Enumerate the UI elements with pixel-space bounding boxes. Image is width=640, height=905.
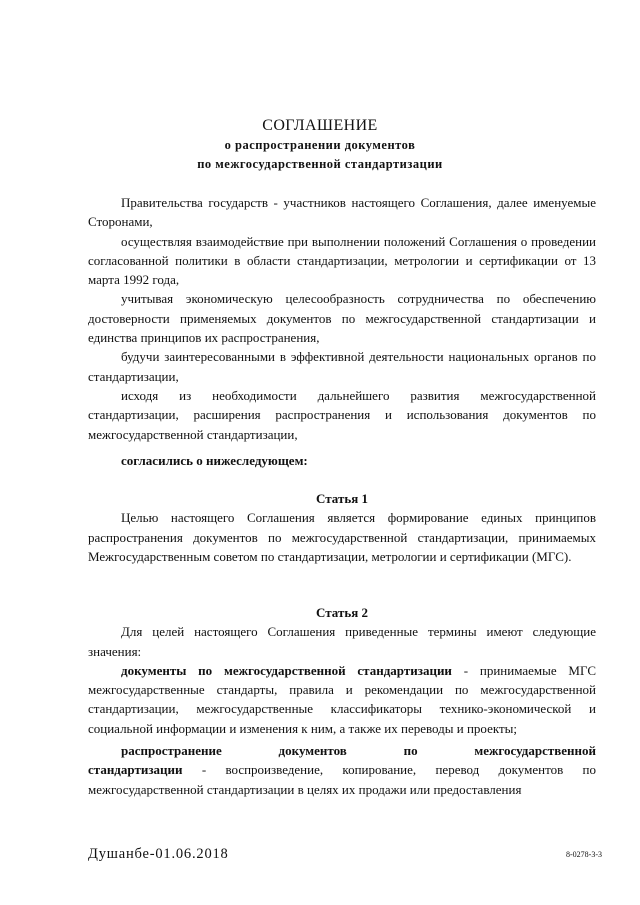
footer-document-code: 8-0278-3-3 bbox=[566, 850, 602, 859]
article-1-text: Целью настоящего Соглашения является формирование единых принципов распространения документов по межгосударственной стандартизации, принимаемых Межгосударственным советом по стандартизации, метрологии и сертификации (МГС). bbox=[88, 510, 596, 564]
preamble bbox=[88, 193, 596, 470]
term-documents: документы по межгосударственной стандартизации bbox=[121, 662, 452, 678]
term-documents-definition: - принимаемые МГС межгосударственные стандарты, правила и рекомендации по межгосударственной стандартизации, межгосударственные классификаторы технико-экономической и социальной информации и изменения к ним, а также их переводы и проекты; bbox=[88, 662, 597, 736]
article-1 bbox=[88, 489, 596, 566]
article-2 bbox=[88, 603, 596, 799]
preamble-paragraph-5: исходя из необходимости дальнейшего развития межгосударственной стандартизации, расширения распространения и использования документов по межгосударственной стандартизации, bbox=[88, 387, 596, 442]
agreed-statement: согласились о нижеследующем: bbox=[121, 452, 308, 468]
article-2-term-2-paragraph bbox=[88, 760, 596, 799]
article-2-heading: Статья 2 bbox=[316, 605, 368, 620]
preamble-paragraph-1: Правительства государств - участников настоящего Соглашения, далее именуемые Сторонами, bbox=[88, 195, 596, 230]
term-distribution: распространение документов по межгосударственной bbox=[121, 743, 596, 759]
document-subtitle-line-1: о распространении документов bbox=[224, 138, 416, 152]
term-distribution-continued: стандартизации bbox=[88, 762, 183, 778]
article-2-term-1-paragraph bbox=[88, 661, 596, 738]
article-2-term-2-line bbox=[88, 741, 596, 760]
preamble-paragraph-4: будучи заинтересованными в эффективной деятельности национальных органов по стандартизации, bbox=[88, 349, 596, 384]
preamble-paragraph-3: учитывая экономическую целесообразность сотрудничества по обеспечению достоверности применяемых документов по межгосударственной стандартизации и единства принципов их распространения, bbox=[88, 291, 596, 346]
document-title: СОГЛАШЕНИЕ bbox=[262, 117, 378, 134]
article-2-intro: Для целей настоящего Соглашения приведенные термины имеют следующие значения: bbox=[88, 624, 596, 659]
document-subtitle-line-2: по межгосударственной стандартизации bbox=[197, 157, 443, 171]
preamble-paragraph-2: осуществляя взаимодействие при выполнении положений Соглашения о проведении согласованной политики в области стандартизации, метрологии и сертификации от 13 марта 1992 года, bbox=[88, 233, 596, 288]
article-1-heading: Статья 1 bbox=[316, 491, 368, 506]
term-distribution-definition: - воспроизведение, копирование, перевод документов по межгосударственной стандартизации в целях их продажи или предоставления bbox=[88, 762, 596, 797]
footer-place-date: Душанбе-01.06.2018 bbox=[88, 846, 229, 862]
